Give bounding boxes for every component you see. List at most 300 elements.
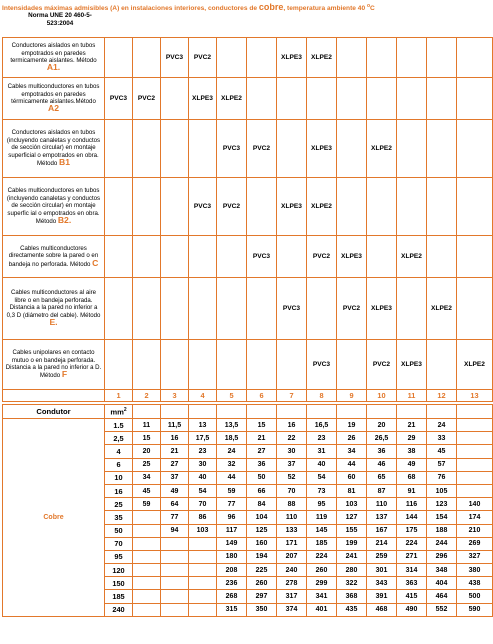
cross-section-cell: 10 [105, 471, 133, 484]
cross-section-cell: 16 [105, 484, 133, 497]
ampacity-cell: 167 [367, 524, 397, 537]
ampacity-cell: 30 [277, 445, 307, 458]
insulation-cell [457, 236, 493, 278]
ampacity-cell: 88 [277, 498, 307, 511]
ampacity-cell: 236 [217, 577, 247, 590]
insulation-cell [161, 278, 189, 340]
cross-section-cell: 95 [105, 550, 133, 563]
cross-section-cell: 50 [105, 524, 133, 537]
ampacity-cell: 68 [397, 471, 427, 484]
insulation-cell [217, 278, 247, 340]
ampacity-cell: 224 [397, 537, 427, 550]
ampacity-cell: 127 [337, 511, 367, 524]
ampacity-cell [133, 590, 161, 603]
ampacity-cell [161, 550, 189, 563]
ampacity-cell: 260 [247, 577, 277, 590]
ampacity-cell: 45 [133, 484, 161, 497]
ampacity-cell: 37 [277, 458, 307, 471]
ampacity-cell: 269 [457, 537, 493, 550]
ampacity-cell: 468 [367, 603, 397, 616]
ampacity-cell [457, 484, 493, 497]
ampacity-cell: 271 [397, 550, 427, 563]
insulation-cell [457, 78, 493, 120]
ampacity-cell: 36 [247, 458, 277, 471]
ampacity-cell: 24 [217, 445, 247, 458]
ampacity-cell: 343 [367, 577, 397, 590]
material-label: Cobre [3, 419, 105, 617]
ampacity-cell: 368 [337, 590, 367, 603]
ampacity-cell: 50 [247, 471, 277, 484]
ampacity-cell [457, 458, 493, 471]
section-unit-header: $mm^2$ [105, 405, 133, 419]
table-row [3, 419, 493, 432]
ampacity-cell: 11,5 [161, 419, 189, 432]
ampacity-cell: 31 [307, 445, 337, 458]
ampacity-cell: 52 [277, 471, 307, 484]
ampacity-cell [189, 564, 217, 577]
ampacity-cell: 374 [277, 603, 307, 616]
ampacity-cell [133, 524, 161, 537]
ampacity-cell: 225 [247, 564, 277, 577]
method-description: Conductores aislados en tubos (incluyendo canaletas y conductos de sección circular) en montaje superficial o empotrados en obra. Método B1 [3, 120, 105, 178]
ampacity-cell: 11 [133, 419, 161, 432]
ampacity-cell: 210 [457, 524, 493, 537]
insulation-cell [217, 38, 247, 78]
ampacity-cell: 104 [247, 511, 277, 524]
insulation-cell: PVC3 [161, 38, 189, 78]
ampacity-cell: 464 [427, 590, 457, 603]
ampacity-cell: 103 [189, 524, 217, 537]
ampacity-cell: 154 [427, 511, 457, 524]
ampacity-cell [133, 577, 161, 590]
ampacity-table [2, 37, 493, 617]
ampacity-cell: 105 [427, 484, 457, 497]
ampacity-cell: 21 [247, 432, 277, 445]
ampacity-cell: 44 [337, 458, 367, 471]
ampacity-cell: 145 [307, 524, 337, 537]
cross-section-cell: 150 [105, 577, 133, 590]
ampacity-cell [457, 419, 493, 432]
ampacity-cell [161, 603, 189, 616]
ampacity-cell: 13 [189, 419, 217, 432]
insulation-cell [105, 178, 133, 236]
ampacity-cell: 119 [307, 511, 337, 524]
ampacity-cell: 27 [247, 445, 277, 458]
ampacity-cell: 297 [247, 590, 277, 603]
ampacity-cell: 299 [307, 577, 337, 590]
insulation-cell [457, 278, 493, 340]
ampacity-cell: 18,5 [217, 432, 247, 445]
insulation-cell [367, 178, 397, 236]
insulation-cell [337, 340, 367, 390]
insulation-cell [277, 340, 307, 390]
insulation-cell [277, 236, 307, 278]
insulation-cell [247, 38, 277, 78]
ampacity-cell: 341 [307, 590, 337, 603]
ampacity-cell: 137 [367, 511, 397, 524]
ampacity-cell: 49 [397, 458, 427, 471]
ampacity-cell: 20 [133, 445, 161, 458]
insulation-cell [367, 38, 397, 78]
insulation-cell: XLPE2 [397, 236, 427, 278]
insulation-cell [427, 178, 457, 236]
ampacity-cell: 65 [367, 471, 397, 484]
ampacity-cell: 91 [397, 484, 427, 497]
ampacity-cell: 16,5 [307, 419, 337, 432]
ampacity-cell: 21 [397, 419, 427, 432]
method-row [3, 178, 493, 236]
insulation-cell: PVC2 [217, 178, 247, 236]
ampacity-cell: 26 [337, 432, 367, 445]
method-code: F [61, 369, 68, 380]
column-number: 6 [247, 390, 277, 402]
insulation-cell [247, 340, 277, 390]
method-row [3, 236, 493, 278]
ampacity-cell [189, 603, 217, 616]
ampacity-cell: 54 [307, 471, 337, 484]
insulation-cell [217, 340, 247, 390]
insulation-cell [133, 340, 161, 390]
ampacity-cell [161, 577, 189, 590]
ampacity-cell: 171 [277, 537, 307, 550]
table-header [0, 0, 474, 36]
insulation-cell: XLPE3 [367, 278, 397, 340]
cross-section-cell: 185 [105, 590, 133, 603]
insulation-cell [105, 278, 133, 340]
ampacity-cell: 490 [397, 603, 427, 616]
insulation-cell [367, 78, 397, 120]
ampacity-cell: 199 [337, 537, 367, 550]
ampacity-cell: 327 [457, 550, 493, 563]
cross-section-cell: 4 [105, 445, 133, 458]
ampacity-cell: 391 [367, 590, 397, 603]
insulation-cell [105, 120, 133, 178]
ampacity-cell: 15 [133, 432, 161, 445]
ampacity-cell [189, 590, 217, 603]
insulation-cell [161, 120, 189, 178]
insulation-cell [397, 38, 427, 78]
ampacity-cell: 16 [161, 432, 189, 445]
ampacity-cell: 59 [217, 484, 247, 497]
ampacity-cell: 30 [189, 458, 217, 471]
method-description: Cables multiconductores en tubos (incluyendo canaletas y conductos de sección circular) en montaje superfic ial o empotrados en obra. Método B2. [3, 178, 105, 236]
insulation-cell: XLPE2 [307, 178, 337, 236]
insulation-cell: XLPE2 [427, 278, 457, 340]
column-number: 3 [161, 390, 189, 402]
ampacity-cell: 27 [161, 458, 189, 471]
ampacity-cell: 13,5 [217, 419, 247, 432]
ampacity-cell: 348 [427, 564, 457, 577]
method-description: Cables multiconductores en tubos empotrados en paredes térmicamente aislantes.Método A2 [3, 78, 105, 120]
insulation-cell: PVC2 [307, 236, 337, 278]
ampacity-cell [133, 603, 161, 616]
insulation-cell: PVC2 [247, 120, 277, 178]
insulation-cell: XLPE2 [307, 38, 337, 78]
method-row [3, 278, 493, 340]
ampacity-cell: 46 [367, 458, 397, 471]
ampacity-cell [457, 471, 493, 484]
insulation-cell [457, 178, 493, 236]
column-number: 1 [105, 390, 133, 402]
ampacity-cell: 278 [277, 577, 307, 590]
insulation-cell [457, 38, 493, 78]
method-code: C [92, 257, 99, 268]
insulation-cell: XLPE2 [367, 120, 397, 178]
column-number: 8 [307, 390, 337, 402]
ampacity-cell: 268 [217, 590, 247, 603]
method-code: A2 [48, 103, 59, 114]
ampacity-cell: 125 [247, 524, 277, 537]
ampacity-cell: 49 [161, 484, 189, 497]
insulation-cell [189, 236, 217, 278]
ampacity-cell: 380 [457, 564, 493, 577]
ampacity-cell: 322 [337, 577, 367, 590]
column-number: 5 [217, 390, 247, 402]
column-number: 13 [457, 390, 493, 402]
ampacity-cell: 86 [189, 511, 217, 524]
insulation-cell: PVC3 [105, 78, 133, 120]
insulation-cell [247, 178, 277, 236]
ampacity-cell: 26,5 [367, 432, 397, 445]
insulation-cell [189, 278, 217, 340]
insulation-cell: XLPE2 [217, 78, 247, 120]
ampacity-cell: 64 [161, 498, 189, 511]
ampacity-cell: 315 [217, 603, 247, 616]
data-header-row [3, 405, 493, 419]
column-number: 11 [397, 390, 427, 402]
ampacity-cell: 123 [427, 498, 457, 511]
insulation-cell [427, 236, 457, 278]
insulation-cell [247, 78, 277, 120]
ampacity-cell: 350 [247, 603, 277, 616]
ampacity-cell: 224 [307, 550, 337, 563]
insulation-cell: PVC3 [247, 236, 277, 278]
insulation-cell: PVC3 [189, 178, 217, 236]
ampacity-cell: 45 [427, 445, 457, 458]
insulation-cell: XLPE3 [337, 236, 367, 278]
insulation-cell [217, 236, 247, 278]
ampacity-cell [133, 537, 161, 550]
ampacity-cell: 54 [189, 484, 217, 497]
insulation-cell [397, 178, 427, 236]
ampacity-cell: 23 [307, 432, 337, 445]
ampacity-cell: 77 [161, 511, 189, 524]
insulation-cell: PVC2 [189, 38, 217, 78]
ampacity-cell: 438 [457, 577, 493, 590]
insulation-cell [397, 278, 427, 340]
ampacity-cell: 208 [217, 564, 247, 577]
ampacity-cell: 38 [397, 445, 427, 458]
method-row [3, 38, 493, 78]
ampacity-cell [189, 577, 217, 590]
ampacity-cell: 117 [217, 524, 247, 537]
ampacity-cell: 40 [307, 458, 337, 471]
insulation-cell: XLPE3 [397, 340, 427, 390]
ampacity-cell: 66 [247, 484, 277, 497]
ampacity-cell: 87 [367, 484, 397, 497]
insulation-cell [161, 178, 189, 236]
ampacity-cell [161, 537, 189, 550]
ampacity-cell: 57 [427, 458, 457, 471]
cross-section-cell: 70 [105, 537, 133, 550]
ampacity-cell: 116 [397, 498, 427, 511]
ampacity-cell [457, 432, 493, 445]
ampacity-cell: 33 [427, 432, 457, 445]
ampacity-cell: 17,5 [189, 432, 217, 445]
ampacity-cell: 77 [217, 498, 247, 511]
cross-section-cell: 25 [105, 498, 133, 511]
column-number: 4 [189, 390, 217, 402]
ampacity-cell: 415 [397, 590, 427, 603]
insulation-cell [307, 278, 337, 340]
ampacity-cell: 29 [397, 432, 427, 445]
ampacity-cell: 314 [397, 564, 427, 577]
ampacity-cell: 21 [161, 445, 189, 458]
ampacity-cell: 110 [367, 498, 397, 511]
ampacity-cell: 34 [337, 445, 367, 458]
ampacity-cell: 95 [307, 498, 337, 511]
cross-section-cell: 120 [105, 564, 133, 577]
ampacity-cell: 260 [307, 564, 337, 577]
ampacity-cell: 296 [427, 550, 457, 563]
ampacity-cell: 81 [337, 484, 367, 497]
insulation-cell [277, 120, 307, 178]
cross-section-cell: 2,5 [105, 432, 133, 445]
column-number-row [3, 390, 493, 402]
ampacity-cell [189, 537, 217, 550]
ampacity-cell: 25 [133, 458, 161, 471]
insulation-cell: PVC2 [337, 278, 367, 340]
insulation-cell [247, 278, 277, 340]
ampacity-cell: 20 [367, 419, 397, 432]
ampacity-cell: 185 [307, 537, 337, 550]
insulation-cell: PVC3 [277, 278, 307, 340]
ampacity-cell: 149 [217, 537, 247, 550]
cross-section-cell: 6 [105, 458, 133, 471]
column-number: 12 [427, 390, 457, 402]
column-number: 2 [133, 390, 161, 402]
table-title: Intensidades máximas admisibles (A) en instalaciones interiores, conductores de cobre, temperatura ambiente 40 $^o$C [2, 2, 375, 13]
ampacity-cell: 103 [337, 498, 367, 511]
column-number: 10 [367, 390, 397, 402]
insulation-cell [105, 236, 133, 278]
ampacity-cell: 15 [247, 419, 277, 432]
ampacity-cell: 175 [397, 524, 427, 537]
insulation-cell [161, 236, 189, 278]
ampacity-cell: 84 [247, 498, 277, 511]
insulation-cell [427, 340, 457, 390]
column-number: 9 [337, 390, 367, 402]
ampacity-cell [161, 590, 189, 603]
ampacity-cell: 194 [247, 550, 277, 563]
method-row [3, 120, 493, 178]
ampacity-cell: 214 [367, 537, 397, 550]
ampacity-cell [133, 564, 161, 577]
method-code: B2. [57, 215, 72, 226]
ampacity-cell: 160 [247, 537, 277, 550]
ampacity-cell: 19 [337, 419, 367, 432]
insulation-cell [397, 78, 427, 120]
ampacity-cell [189, 550, 217, 563]
ampacity-cell [133, 550, 161, 563]
insulation-cell [397, 120, 427, 178]
method-description: Cables multiconductores al aire libre o en bandeja perforada. Distancia a la pared no inferior a 0,3 D (diámetro del cable). Método E. [3, 278, 105, 340]
ampacity-cell: 401 [307, 603, 337, 616]
ampacity-cell: 96 [217, 511, 247, 524]
insulation-cell: XLPE3 [307, 120, 337, 178]
ampacity-cell: 60 [337, 471, 367, 484]
method-description: Conductores aislados en tubos empotrados en paredes termicamente aislantes. Método A1. [3, 38, 105, 78]
insulation-cell [133, 278, 161, 340]
ampacity-cell: 32 [217, 458, 247, 471]
column-number: 7 [277, 390, 307, 402]
insulation-cell [337, 120, 367, 178]
ampacity-cell: 70 [189, 498, 217, 511]
ampacity-cell [133, 511, 161, 524]
ampacity-cell: 144 [397, 511, 427, 524]
insulation-cell [161, 340, 189, 390]
ampacity-cell: 16 [277, 419, 307, 432]
insulation-cell: XLPE3 [189, 78, 217, 120]
ampacity-cell: 363 [397, 577, 427, 590]
ampacity-cell: 244 [427, 537, 457, 550]
ampacity-cell: 317 [277, 590, 307, 603]
insulation-cell: PVC3 [217, 120, 247, 178]
insulation-cell [189, 340, 217, 390]
insulation-cell [427, 78, 457, 120]
insulation-cell: PVC2 [367, 340, 397, 390]
ampacity-cell: 76 [427, 471, 457, 484]
insulation-cell [161, 78, 189, 120]
ampacity-cell: 59 [133, 498, 161, 511]
insulation-cell [457, 120, 493, 178]
cross-section-cell: 240 [105, 603, 133, 616]
ampacity-cell: 94 [161, 524, 189, 537]
insulation-cell [133, 120, 161, 178]
insulation-cell: XLPE2 [457, 340, 493, 390]
method-code: E. [49, 317, 58, 328]
method-code: B1 [59, 157, 71, 168]
ampacity-cell: 404 [427, 577, 457, 590]
ampacity-cell: 301 [367, 564, 397, 577]
ampacity-cell: 590 [457, 603, 493, 616]
insulation-cell: PVC2 [133, 78, 161, 120]
insulation-cell [337, 178, 367, 236]
insulation-cell [427, 38, 457, 78]
ampacity-cell: 34 [133, 471, 161, 484]
insulation-cell [307, 78, 337, 120]
insulation-cell [189, 120, 217, 178]
ampacity-cell: 70 [277, 484, 307, 497]
ampacity-cell: 23 [189, 445, 217, 458]
insulation-cell [133, 236, 161, 278]
ampacity-cell: 259 [367, 550, 397, 563]
ampacity-cell [161, 564, 189, 577]
ampacity-cell: 280 [337, 564, 367, 577]
ampacity-cell: 174 [457, 511, 493, 524]
ampacity-cell: 37 [161, 471, 189, 484]
insulation-cell [105, 38, 133, 78]
insulation-cell [427, 120, 457, 178]
cross-section-cell: 35 [105, 511, 133, 524]
insulation-cell [337, 78, 367, 120]
ampacity-cell: 140 [457, 498, 493, 511]
ampacity-cell: 188 [427, 524, 457, 537]
ampacity-cell: 133 [277, 524, 307, 537]
ampacity-cell: 36 [367, 445, 397, 458]
ampacity-cell: 110 [277, 511, 307, 524]
ampacity-cell: 240 [277, 564, 307, 577]
